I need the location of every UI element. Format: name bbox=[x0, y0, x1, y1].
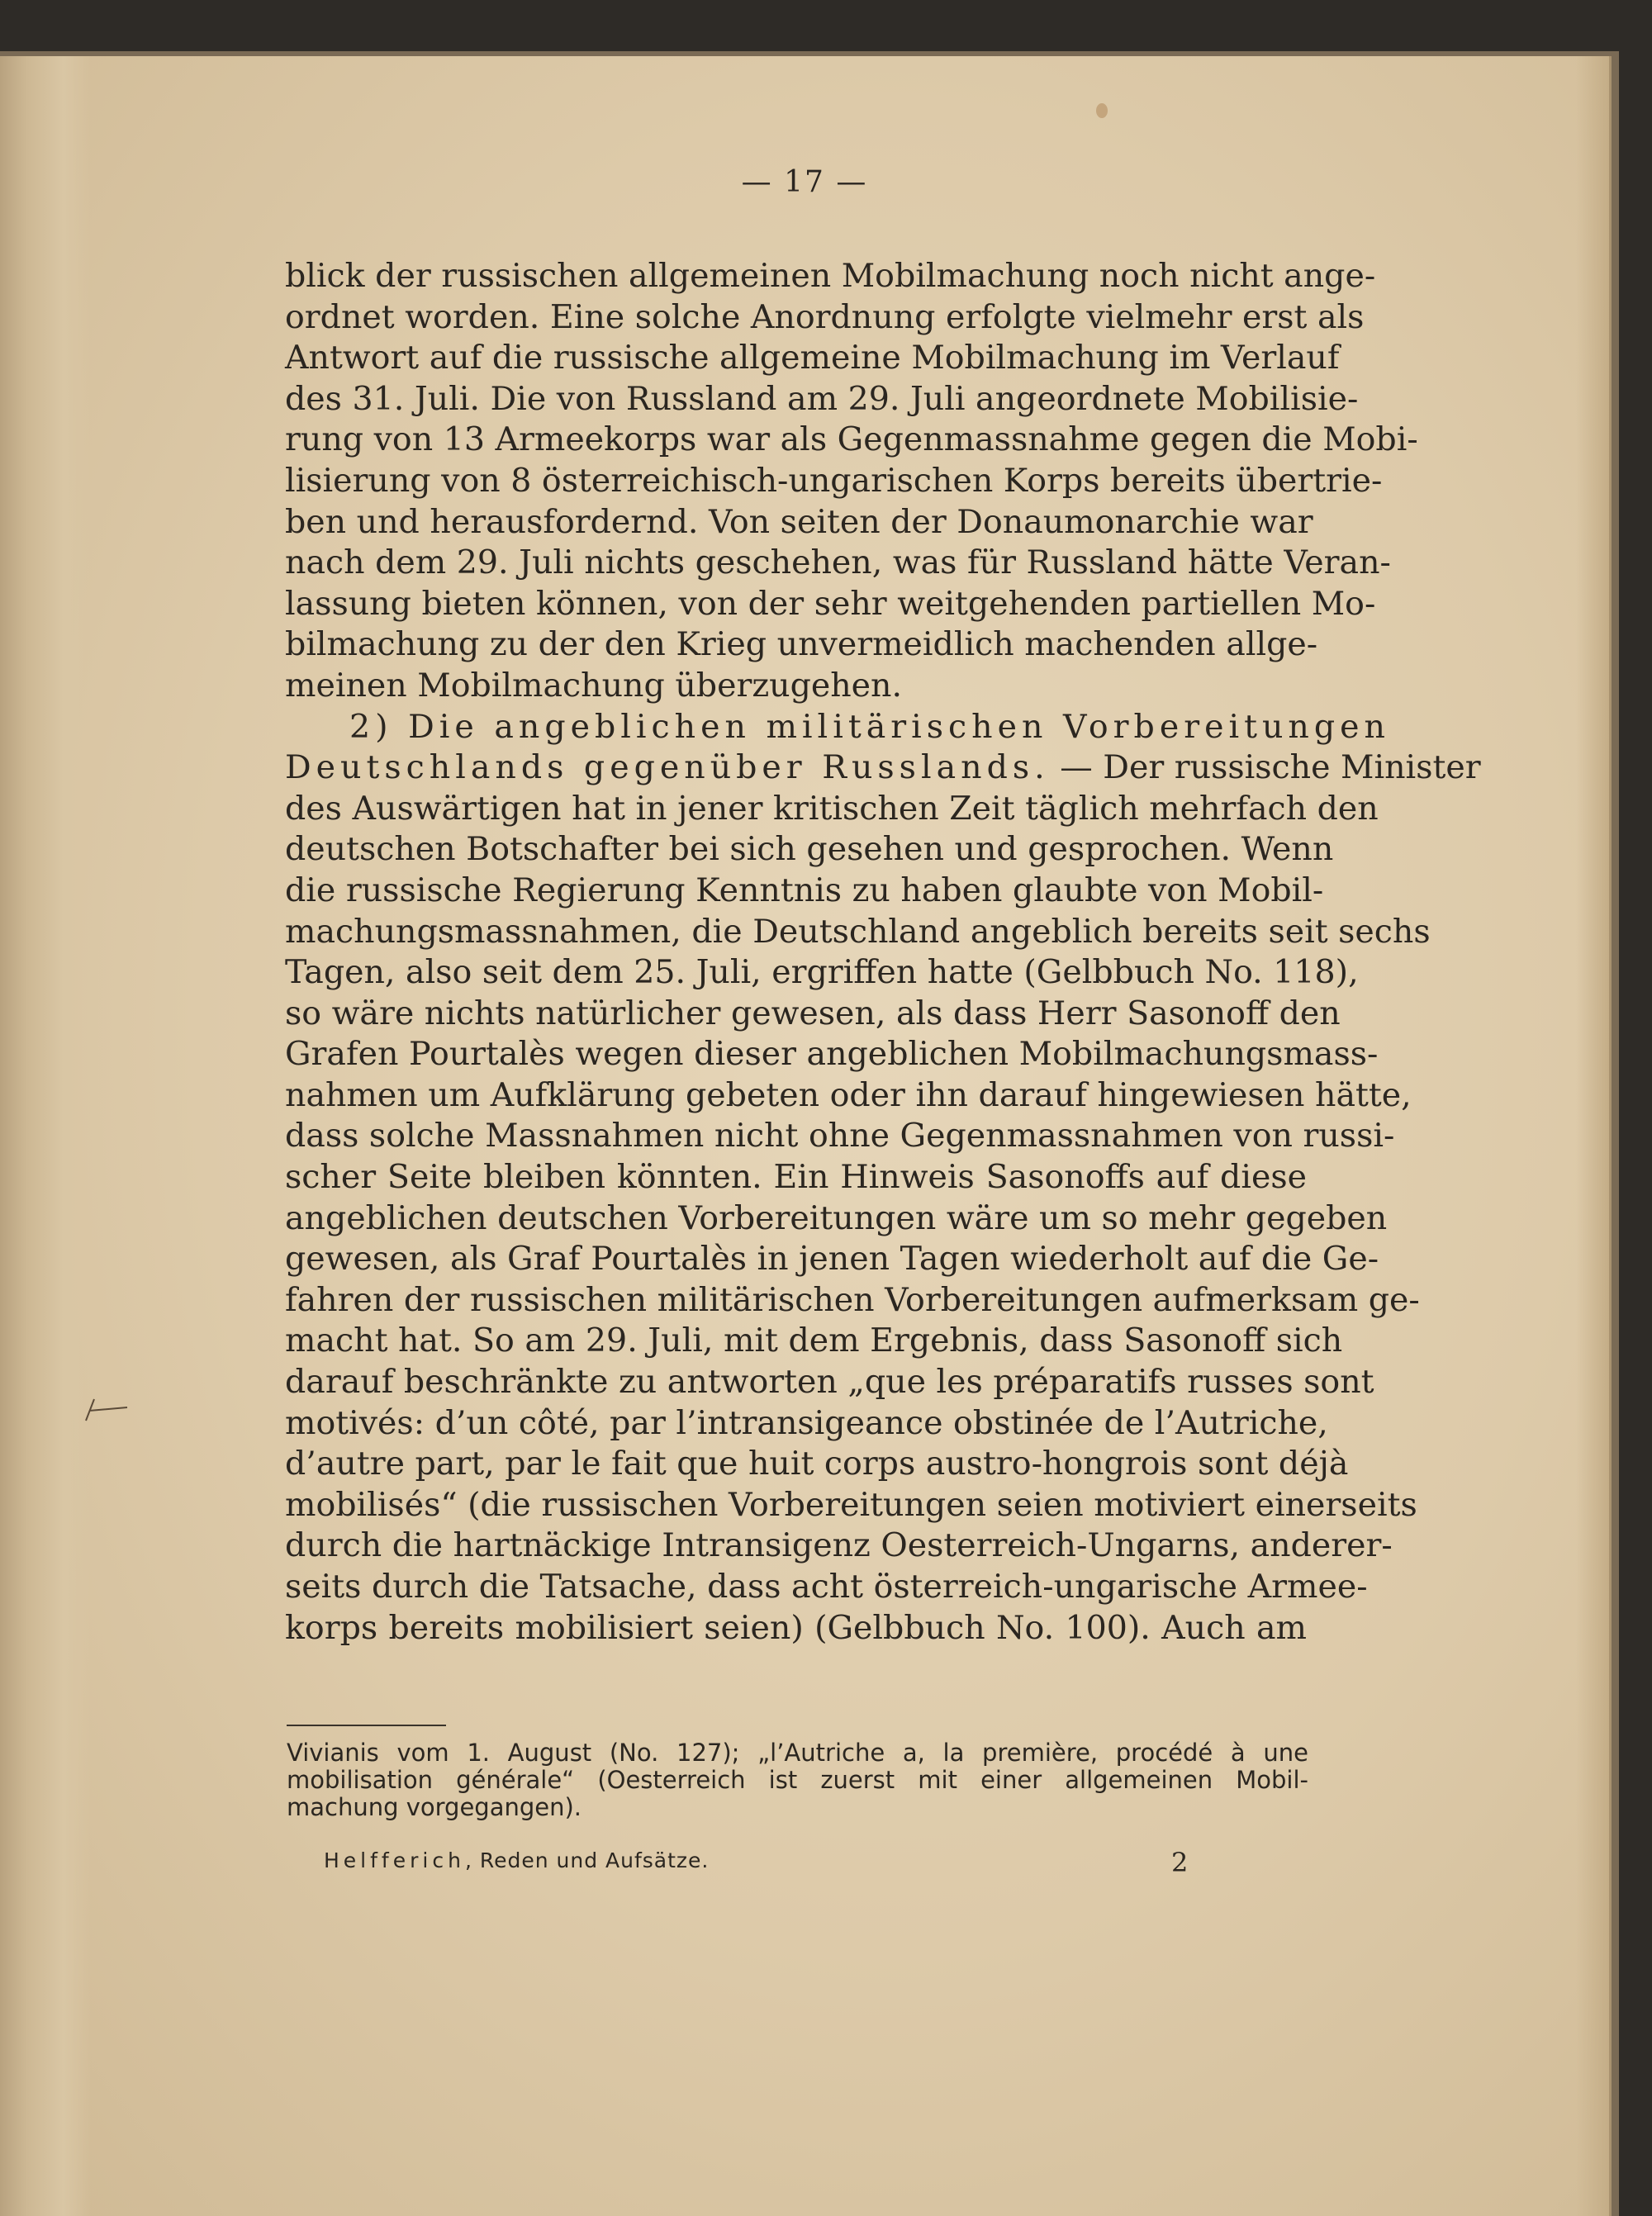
body-line: nahmen um Aufklärung gebeten oder ihn darauf hingewiesen hätte, bbox=[285, 1075, 1412, 1114]
margin-pencil-mark bbox=[83, 1396, 131, 1424]
section-heading-continued: Deutschlands gegenüber Russlands. bbox=[285, 748, 1050, 787]
body-line: machungsmassnahmen, die Deutschland angeblich bereits seit sechs bbox=[285, 912, 1431, 951]
body-line: des Auswärtigen hat in jener kritischen Zeit täglich mehrfach den bbox=[285, 789, 1379, 828]
body-line: ordnet worden. Eine solche Anordnung erfolgte vielmehr erst als bbox=[285, 297, 1365, 336]
body-line: korps bereits mobilisiert seien) (Gelbbuch No. 100). Auch am bbox=[285, 1608, 1307, 1647]
paper-stain bbox=[1096, 103, 1108, 118]
body-line: angeblichen deutschen Vorbereitungen wäre um so mehr gegeben bbox=[285, 1198, 1388, 1237]
body-line: rung von 13 Armeekorps war als Gegenmassnahme gegen die Mobi- bbox=[285, 420, 1418, 459]
body-line: ben und herausfordernd. Von seiten der Donaumonarchie war bbox=[285, 502, 1313, 541]
body-line: motivés: d’un côté, par l’intransigeance obstinée de l’Autriche, bbox=[285, 1403, 1328, 1442]
page-number: — 17 — bbox=[741, 165, 868, 199]
page-edge bbox=[1576, 56, 1609, 2216]
body-line: bilmachung zu der den Krieg unvermeidlich machenden allge- bbox=[285, 625, 1318, 664]
body-line: so wäre nichts natürlicher gewesen, als dass Herr Sasonoff den bbox=[285, 994, 1341, 1032]
body-line: blick der russischen allgemeinen Mobilmachung noch nicht ange- bbox=[285, 257, 1376, 295]
body-line: gewesen, als Graf Pourtalès in jenen Tagen wiederholt auf die Ge- bbox=[285, 1240, 1379, 1279]
signature-line bbox=[324, 1848, 709, 1872]
footnote bbox=[287, 1739, 1308, 1821]
body-line: die russische Regierung Kenntnis zu haben glaubte von Mobil- bbox=[285, 871, 1324, 909]
section-heading: 2) Die angeblichen militärischen Vorbereitungen bbox=[349, 707, 1390, 746]
body-line: nach dem 29. Juli nichts geschehen, was für Russland hätte Veran- bbox=[285, 543, 1391, 582]
body-line: durch die hartnäckige Intransigenz Oesterreich-Ungarns, anderer- bbox=[285, 1526, 1393, 1565]
book-title: , Reden und Aufsätze. bbox=[464, 1848, 710, 1872]
body-line: meinen Mobilmachung überzugehen. bbox=[285, 666, 903, 705]
footnote-divider bbox=[287, 1725, 446, 1726]
body-line: scher Seite bleiben könnten. Ein Hinweis Sasonoffs auf diese bbox=[285, 1158, 1307, 1197]
body-line: d’autre part, par le fait que huit corps austro-hongrois sont déjà bbox=[285, 1445, 1349, 1483]
body-line: deutschen Botschafter bei sich gesehen und gesprochen. Wenn bbox=[285, 830, 1334, 869]
body-line: seits durch die Tatsache, dass acht österreich-ungarische Armee- bbox=[285, 1568, 1368, 1606]
body-line: des 31. Juli. Die von Russland am 29. Juli angeordnete Mobilisie- bbox=[285, 379, 1359, 418]
body-line: Grafen Pourtalès wegen dieser angeblichen Mobilmachungsmass- bbox=[285, 1035, 1379, 1074]
body-line: lisierung von 8 österreichisch-ungarischen Korps bereits übertrie- bbox=[285, 461, 1383, 500]
footnote-line: mobilisation générale“ (Oesterreich ist zuerst mit einer allgemeinen Mobil- bbox=[287, 1766, 1308, 1794]
body-line: Tagen, also seit dem 25. Juli, ergriffen hatte (Gelbbuch No. 118), bbox=[285, 953, 1359, 992]
body-line: lassung bieten können, von der sehr weitgehenden partiellen Mo- bbox=[285, 584, 1376, 623]
body-line: dass solche Massnahmen nicht ohne Gegenmassnahmen von russi- bbox=[285, 1117, 1395, 1155]
body-line: macht hat. So am 29. Juli, mit dem Ergebnis, dass Sasonoff sich bbox=[285, 1322, 1343, 1360]
section-heading-line bbox=[285, 747, 1481, 789]
body-text bbox=[285, 256, 1481, 1649]
binding-gutter bbox=[0, 56, 91, 2216]
author-name: Helfferich bbox=[324, 1848, 465, 1872]
footnote-line: Vivianis vom 1. August (No. 127); „l’Autriche a, la première, procédé à une bbox=[287, 1739, 1308, 1767]
body-line: Antwort auf die russische allgemeine Mobilmachung im Verlauf bbox=[285, 339, 1340, 377]
body-line: darauf beschränkte zu antworten „que les préparatifs russes sont bbox=[285, 1363, 1374, 1402]
footnote-line: machung vorgegangen). bbox=[287, 1793, 582, 1821]
sheet-number: 2 bbox=[1171, 1847, 1189, 1878]
section-text: — Der russische Minister bbox=[1049, 748, 1481, 787]
body-line: mobilisés“ (die russischen Vorbereitungen seien motiviert einerseits bbox=[285, 1485, 1417, 1524]
body-line: fahren der russischen militärischen Vorbereitungen aufmerksam ge- bbox=[285, 1280, 1420, 1319]
